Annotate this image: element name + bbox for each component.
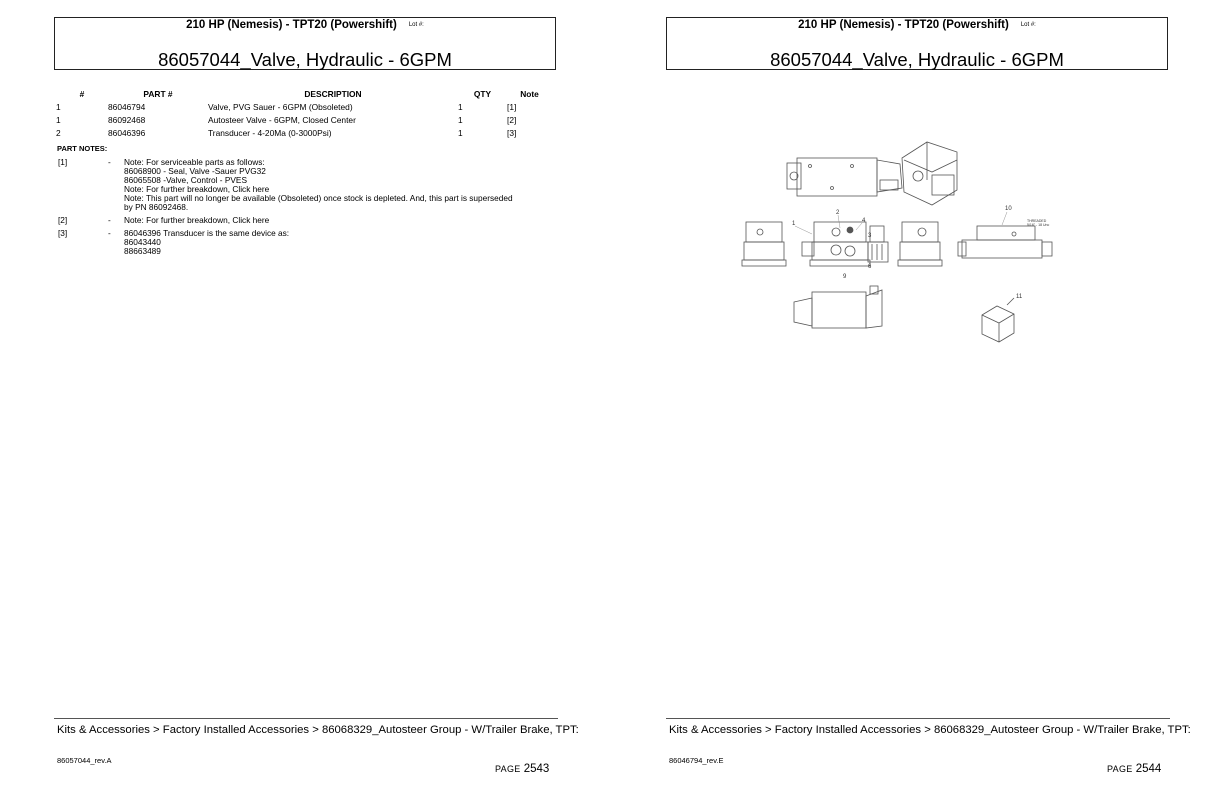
- revision-label: 86057044_rev.A: [57, 756, 112, 765]
- note-body: [124, 229, 564, 256]
- table-row: [56, 126, 552, 139]
- note-line: 86046396 Transducer is the same device as:: [124, 228, 290, 238]
- footer-divider: [666, 718, 1170, 719]
- lot-label: Lot #:: [408, 22, 424, 28]
- cell-description: Transducer - 4-20Ma (0-3000Psi): [208, 127, 332, 138]
- note-line: 86068900 - Seal, Valve -Sauer PVG32: [124, 166, 266, 176]
- page-number-value: 2544: [1135, 763, 1162, 775]
- cell-part-number[interactable]: 86046794: [108, 101, 146, 112]
- breadcrumb[interactable]: Kits & Accessories > Factory Installed Accessories > 86068329_Autosteer Group - W/Trailer Brake, TPT:: [57, 724, 579, 736]
- table-header-row: [56, 87, 552, 100]
- note-line: 86065508 -Valve, Control - PVES: [124, 175, 247, 185]
- cell-num: 2: [56, 127, 61, 138]
- table-row: [56, 100, 552, 113]
- callout-6: 6: [868, 264, 872, 270]
- valve-bottom-view: [794, 286, 882, 328]
- revision-label: 86046794_rev.E: [669, 756, 724, 765]
- cell-part-number[interactable]: 86046396: [108, 127, 146, 138]
- note-line: Note: This part will no longer be available (Obsoleted) once stock is depleted. And, this part is superseded: [124, 193, 513, 203]
- cell-qty: 1: [458, 114, 463, 125]
- valve-side-views: [742, 222, 1052, 266]
- col-header-part: PART #: [143, 88, 173, 99]
- lot-label: Lot #:: [1020, 22, 1036, 28]
- note-line: by PN 86092468.: [124, 202, 189, 212]
- model-title: 210 HP (Nemesis) - TPT20 (Powershift) Lot #:: [186, 19, 424, 31]
- callout-4: 4: [862, 218, 866, 224]
- table-row: [56, 113, 552, 126]
- note-ref: [2]: [58, 215, 68, 225]
- transducer-box-icon: [982, 298, 1014, 342]
- assembly-title: 86057044_Valve, Hydraulic - 6GPM: [770, 49, 1064, 70]
- col-header-num: #: [79, 88, 85, 99]
- breakdown-link[interactable]: Note: For further breakdown, Click here: [124, 215, 270, 225]
- note-dash: -: [108, 228, 111, 238]
- breakdown-link[interactable]: Note: For further breakdown, Click here: [124, 184, 270, 194]
- col-header-description: DESCRIPTION: [304, 88, 362, 99]
- note-ref: [3]: [58, 228, 68, 238]
- note-body: [124, 158, 564, 212]
- page-2544: [612, 0, 1224, 792]
- cell-note-ref[interactable]: [1]: [507, 101, 517, 112]
- cell-qty: 1: [458, 101, 463, 112]
- breadcrumb[interactable]: Kits & Accessories > Factory Installed Accessories > 86068329_Autosteer Group - W/Trailer Brake, TPT:: [669, 724, 1191, 736]
- note-dash: -: [108, 215, 111, 225]
- page-label: PAGE: [1107, 764, 1133, 774]
- page-number: [495, 763, 549, 775]
- note-ref: [1]: [58, 157, 68, 167]
- callout-1: 1: [792, 221, 796, 227]
- callout-10: 10: [1005, 206, 1012, 212]
- note-line: 86043440: [124, 237, 161, 247]
- cell-description: Valve, PVG Sauer - 6GPM (Obsoleted): [208, 101, 353, 112]
- svg-text:5/16" - 18 Unc: 5/16" - 18 Unc: [1027, 223, 1050, 227]
- cell-note-ref[interactable]: [2]: [507, 114, 517, 125]
- part-notes-heading: PART NOTES:: [57, 144, 108, 153]
- model-title: 210 HP (Nemesis) - TPT20 (Powershift) Lot #:: [798, 19, 1036, 31]
- page-header: [666, 17, 1168, 70]
- valve-iso-view: [902, 142, 957, 205]
- footer-divider: [54, 718, 558, 719]
- page-label: PAGE: [495, 764, 521, 774]
- cell-num: 1: [56, 114, 61, 125]
- cell-num: 1: [56, 101, 61, 112]
- callout-9: 9: [843, 274, 847, 280]
- note-body: [124, 216, 564, 225]
- cell-description: Autosteer Valve - 6GPM, Closed Center: [208, 114, 356, 125]
- col-header-qty: QTY: [473, 88, 492, 99]
- note-line: 88663489: [124, 246, 161, 256]
- valve-top-view: [787, 158, 902, 196]
- cell-qty: 1: [458, 127, 463, 138]
- page-number-value: 2543: [523, 763, 550, 775]
- page-header: [54, 17, 556, 70]
- exploded-parts-diagram: [732, 130, 1072, 360]
- note-line: Note: For serviceable parts as follows:: [124, 157, 265, 167]
- parts-table: [56, 87, 552, 139]
- callout-2: 2: [836, 210, 840, 216]
- callout-3: 3: [868, 233, 872, 239]
- page-number: [1107, 763, 1161, 775]
- callout-11: 11: [1016, 294, 1023, 300]
- note-dash: -: [108, 157, 111, 167]
- assembly-title: 86057044_Valve, Hydraulic - 6GPM: [158, 49, 452, 70]
- col-header-note: Note: [520, 88, 539, 99]
- cell-note-ref[interactable]: [3]: [507, 127, 517, 138]
- thread-annotation: THREADED: [1027, 219, 1047, 223]
- cell-part-number[interactable]: 86092468: [108, 114, 146, 125]
